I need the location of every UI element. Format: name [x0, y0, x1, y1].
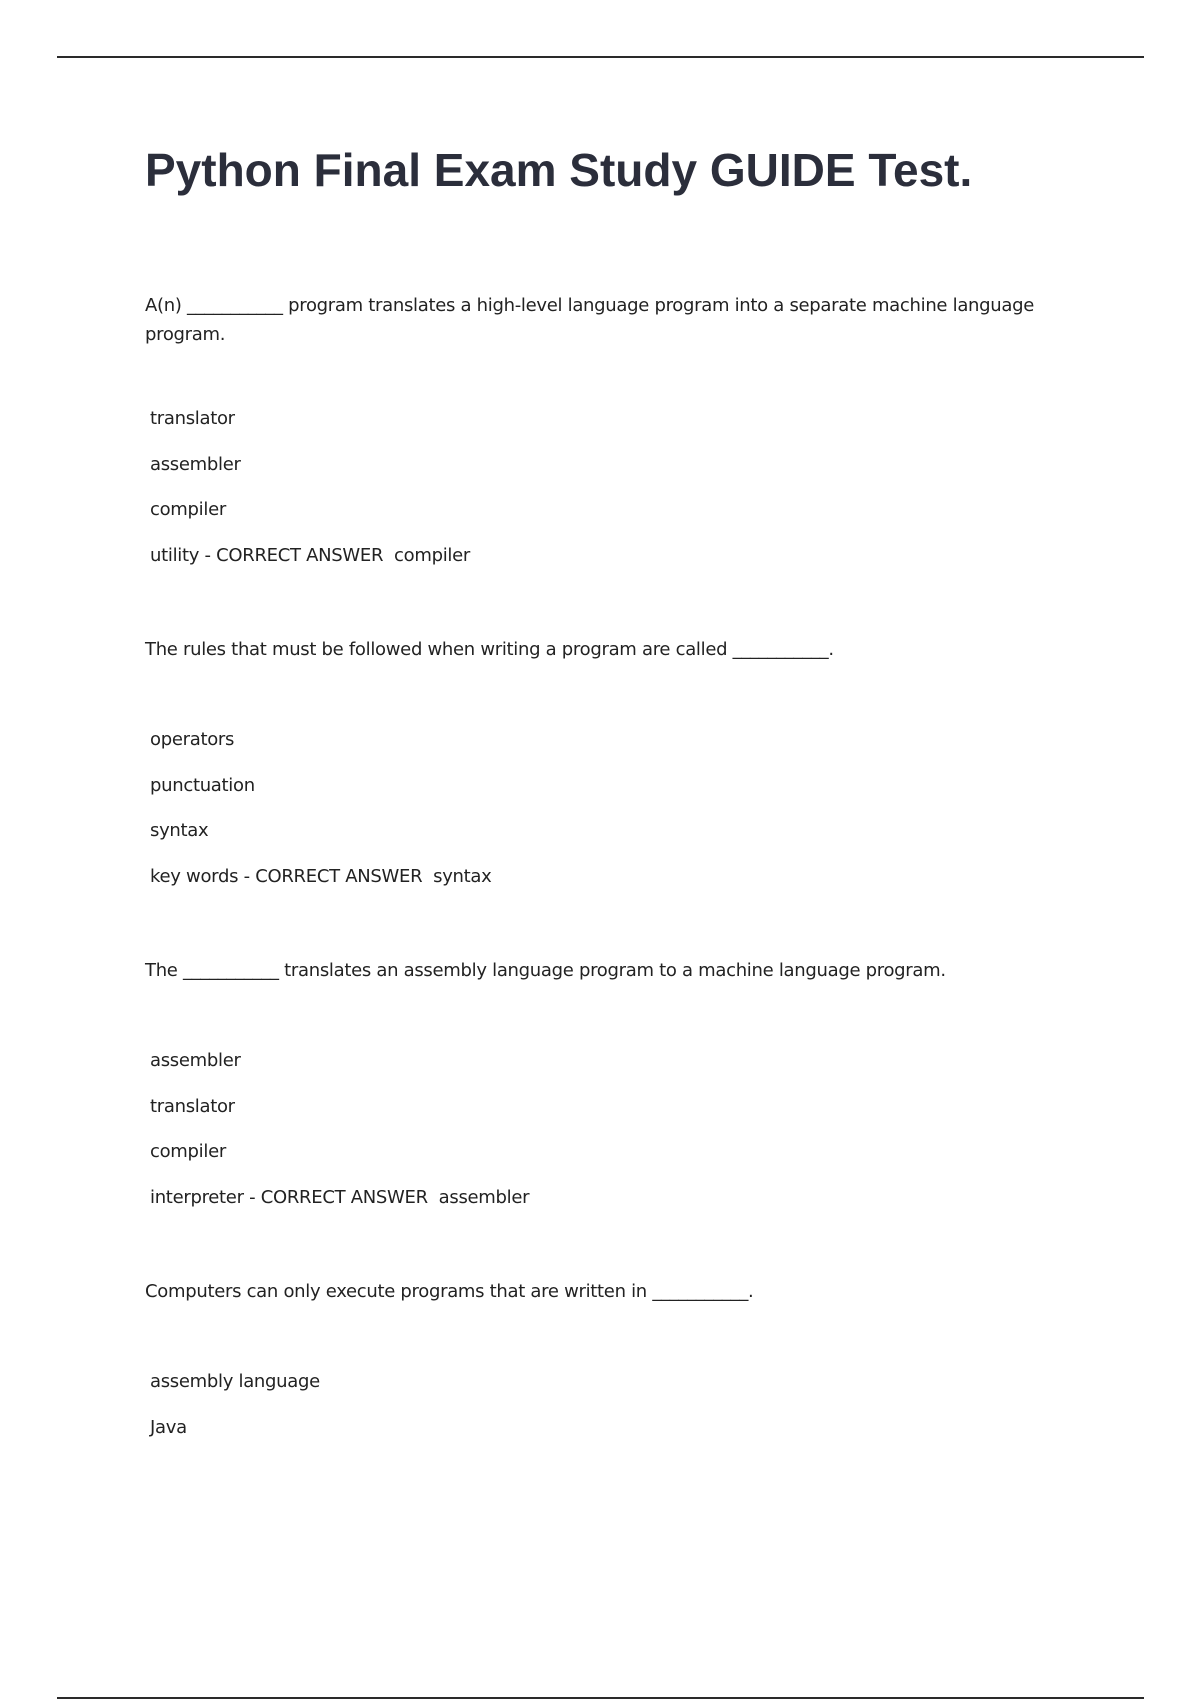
option-list	[145, 725, 1065, 907]
option-list	[145, 404, 1065, 586]
option-item: translator	[150, 1095, 235, 1117]
option-item: punctuation	[150, 774, 255, 796]
bottom-divider	[57, 1697, 1144, 1699]
question-prompt: Computers can only execute programs that are written in ___________.	[145, 1281, 754, 1302]
option-item: assembler	[150, 453, 241, 475]
option-item: syntax	[150, 820, 209, 841]
question-prompt: A(n) ___________ program translates a high-level language program into a separate machine language program.	[145, 295, 1035, 345]
option-item-with-answer: utility - CORRECT ANSWER compiler	[150, 544, 470, 566]
option-item: translator	[150, 408, 235, 429]
question-item	[145, 291, 1065, 586]
question-prompt: The ___________ translates an assembly language program to a machine language program.	[145, 960, 946, 981]
page-title: Python Final Exam Study GUIDE Test.	[145, 144, 973, 196]
option-list	[145, 1046, 1065, 1228]
question-list	[145, 291, 1065, 1507]
option-list	[145, 1367, 1065, 1458]
question-prompt: The rules that must be followed when writing a program are called ___________.	[145, 639, 834, 660]
top-divider	[57, 56, 1144, 58]
question-item	[145, 956, 1065, 1228]
option-item: assembler	[150, 1050, 241, 1071]
question-item	[145, 1277, 1065, 1458]
option-item-with-answer: key words - CORRECT ANSWER syntax	[150, 865, 492, 887]
option-item: compiler	[150, 499, 226, 520]
option-item: compiler	[150, 1141, 226, 1162]
option-item-with-answer: interpreter - CORRECT ANSWER assembler	[150, 1186, 530, 1208]
option-item: assembly language	[150, 1371, 320, 1392]
question-item	[145, 635, 1065, 907]
option-item: operators	[150, 729, 235, 750]
option-item: Java	[150, 1416, 187, 1438]
